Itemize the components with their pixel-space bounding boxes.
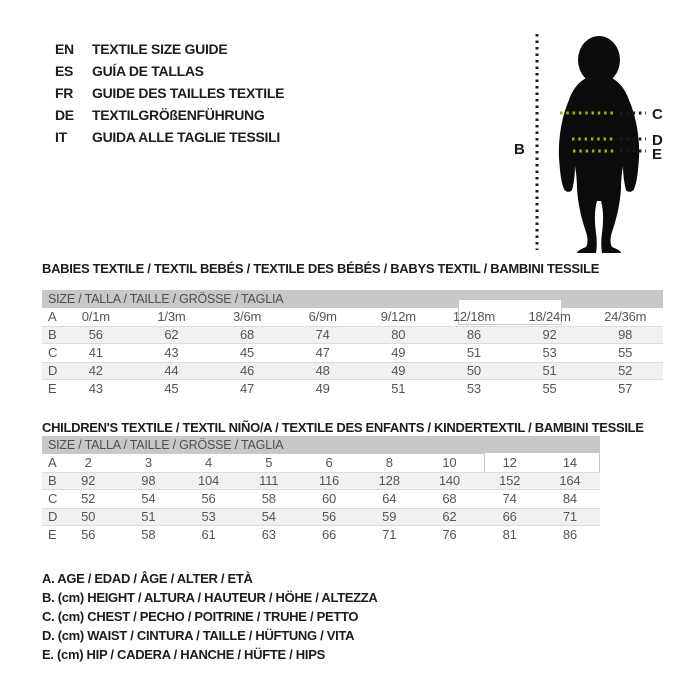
size-cell: 49 [391,345,406,360]
size-cell: 58 [261,491,276,506]
size-cell: 47 [315,345,330,360]
babies-table-header: SIZE / TALLA / TAILLE / GRÖSSE / TAGLIA [42,290,663,308]
size-cell: 55 [542,381,557,396]
row-label: A [48,309,57,324]
row-label: D [48,363,58,378]
language-row-it [55,126,284,148]
language-label: GUIDA ALLE TAGLIE TESSILI [92,129,280,145]
row-label: C [48,491,58,506]
size-cell: 55 [618,345,633,360]
table-row-a [42,308,663,326]
legend-row-d: D. (cm) WAIST / CINTURA / TAILLE / HÜFTUNG / VITA [42,628,355,643]
language-row-de [55,104,284,126]
size-cell: 68 [442,491,457,506]
language-label: GUIDE DES TAILLES TEXTILE [92,85,285,101]
size-cell: 140 [438,473,460,488]
size-cell: 74 [502,491,517,506]
row-label: B [48,473,57,488]
children-table-rows [42,454,600,544]
size-cell: 86 [562,527,577,542]
size-cell: 56 [321,509,337,524]
size-cell: 47 [240,381,255,396]
size-cell: 71 [562,509,577,524]
size-cell: 66 [321,527,337,542]
size-cell: 50 [466,363,481,378]
table-row-d [42,508,600,526]
size-cell: 1/3m [157,309,186,324]
size-cell: 51 [141,509,156,524]
size-cell: 52 [81,491,96,506]
size-cell: 76 [442,527,457,542]
size-cell: 45 [240,345,255,360]
size-cell: 66 [502,509,517,524]
size-cell: 45 [164,381,179,396]
size-cell: 51 [542,363,557,378]
table-row-c [42,490,600,508]
size-cell: 8 [385,455,393,470]
size-cell: 12 [502,455,517,470]
size-cell: 10 [442,455,457,470]
babies-table-title: BABIES TEXTILE / TEXTIL BEBÉS / TEXTILE DES BÉBÉS / BABYS TEXTIL / BAMBINI TESSILE [42,261,600,276]
figure-label-b: B [514,141,525,158]
size-cell: 164 [559,473,581,488]
size-cell: 51 [391,381,406,396]
size-cell: 128 [378,473,400,488]
size-cell: 56 [88,327,103,342]
size-cell: 71 [382,527,397,542]
row-label: D [48,509,58,524]
language-row-es [55,60,284,82]
size-cell: 5 [265,455,273,470]
language-code: ES [55,63,74,79]
language-code: IT [55,129,67,145]
size-cell: 53 [201,509,216,524]
size-cell: 0/1m [81,309,110,324]
children-table-title: CHILDREN'S TEXTILE / TEXTIL NIÑO/A / TEXTILE DES ENFANTS / KINDERTEXTIL / BAMBINI TESSILE [42,420,644,435]
legend-row-c: C. (cm) CHEST / PECHO / POITRINE / TRUHE / PETTO [42,609,359,624]
table-row-b [42,326,663,344]
size-cell: 64 [382,491,397,506]
size-cell: 56 [201,491,216,506]
size-cell: 74 [315,327,330,342]
size-cell: 43 [88,381,103,396]
size-cell: 68 [240,327,255,342]
size-cell: 92 [542,327,557,342]
size-cell: 53 [466,381,481,396]
size-cell: 46 [240,363,255,378]
size-cell: 9/12m [380,309,416,324]
size-cell: 48 [315,363,330,378]
legend-row-b: B. (cm) HEIGHT / ALTURA / HAUTEUR / HÖHE / ALTEZZA [42,590,378,605]
size-cell: 54 [261,509,276,524]
size-cell: 18/24m [528,309,571,324]
table-row-b [42,472,600,490]
size-cell: 104 [198,473,220,488]
language-list [55,38,284,148]
size-cell: 152 [499,473,521,488]
row-label: E [48,527,57,542]
children-table-header: SIZE / TALLA / TAILLE / GRÖSSE / TAGLIA [42,436,600,454]
size-cell: 4 [205,455,213,470]
size-cell: 52 [618,363,633,378]
size-cell: 84 [562,491,577,506]
size-cell: 98 [141,473,156,488]
size-cell: 111 [259,473,279,488]
legend-row-e: E. (cm) HIP / CADERA / HANCHE / HÜFTE / HIPS [42,647,325,662]
size-cell: 49 [391,363,406,378]
legend-row-a: A. AGE / EDAD / ÂGE / ALTER / ETÀ [42,571,253,586]
language-label: TEXTILGRÖßENFÜHRUNG [92,107,265,123]
size-cell: 43 [164,345,179,360]
size-cell: 60 [321,491,337,506]
size-cell: 12/18m [452,309,496,324]
table-row-d [42,362,663,380]
size-cell: 14 [562,455,577,470]
row-label: B [48,327,57,342]
size-cell: 41 [88,345,103,360]
measurement-legend [42,569,378,664]
size-cell: 53 [542,345,557,360]
table-row-e [42,380,663,398]
figure-label-c: C [652,106,663,123]
size-cell: 62 [442,509,457,524]
size-cell: 98 [618,327,633,342]
table-row-c [42,344,663,362]
language-row-en [55,38,284,60]
babies-table-rows [42,308,663,398]
size-cell: 116 [318,473,340,488]
size-cell: 54 [141,491,156,506]
row-label: C [48,345,58,360]
table-row-a [42,454,600,472]
measurement-figure [498,18,698,262]
size-cell: 92 [81,473,96,488]
size-cell: 86 [466,327,481,342]
size-cell: 81 [502,527,517,542]
size-cell: 80 [391,327,406,342]
size-cell: 6 [325,455,333,470]
size-cell: 50 [81,509,96,524]
children-size-table [42,436,600,544]
child-silhouette-icon [559,36,639,253]
size-cell: 61 [201,527,216,542]
size-cell: 59 [382,509,397,524]
size-cell: 3 [144,455,152,470]
size-cell: 56 [81,527,96,542]
figure-label-e: E [652,146,663,163]
size-cell: 63 [261,527,276,542]
size-cell: 58 [141,527,156,542]
language-code: EN [55,41,74,57]
table-row-e [42,526,600,544]
size-cell: 51 [466,345,481,360]
babies-size-table [42,290,663,398]
row-label: A [48,455,57,470]
size-cell: 2 [84,455,92,470]
language-code: FR [55,85,74,101]
size-cell: 42 [88,363,103,378]
language-label: GUÍA DE TALLAS [92,63,204,79]
size-cell: 6/9m [308,309,337,324]
row-label: E [48,381,57,396]
size-cell: 44 [164,363,179,378]
size-cell: 57 [618,381,633,396]
language-code: DE [55,107,74,123]
language-row-fr [55,82,284,104]
size-cell: 62 [164,327,179,342]
language-label: TEXTILE SIZE GUIDE [92,41,228,57]
size-cell: 3/6m [233,309,262,324]
size-cell: 49 [315,381,330,396]
figure-label-d: D [652,132,663,149]
size-cell: 24/36m [604,309,647,324]
